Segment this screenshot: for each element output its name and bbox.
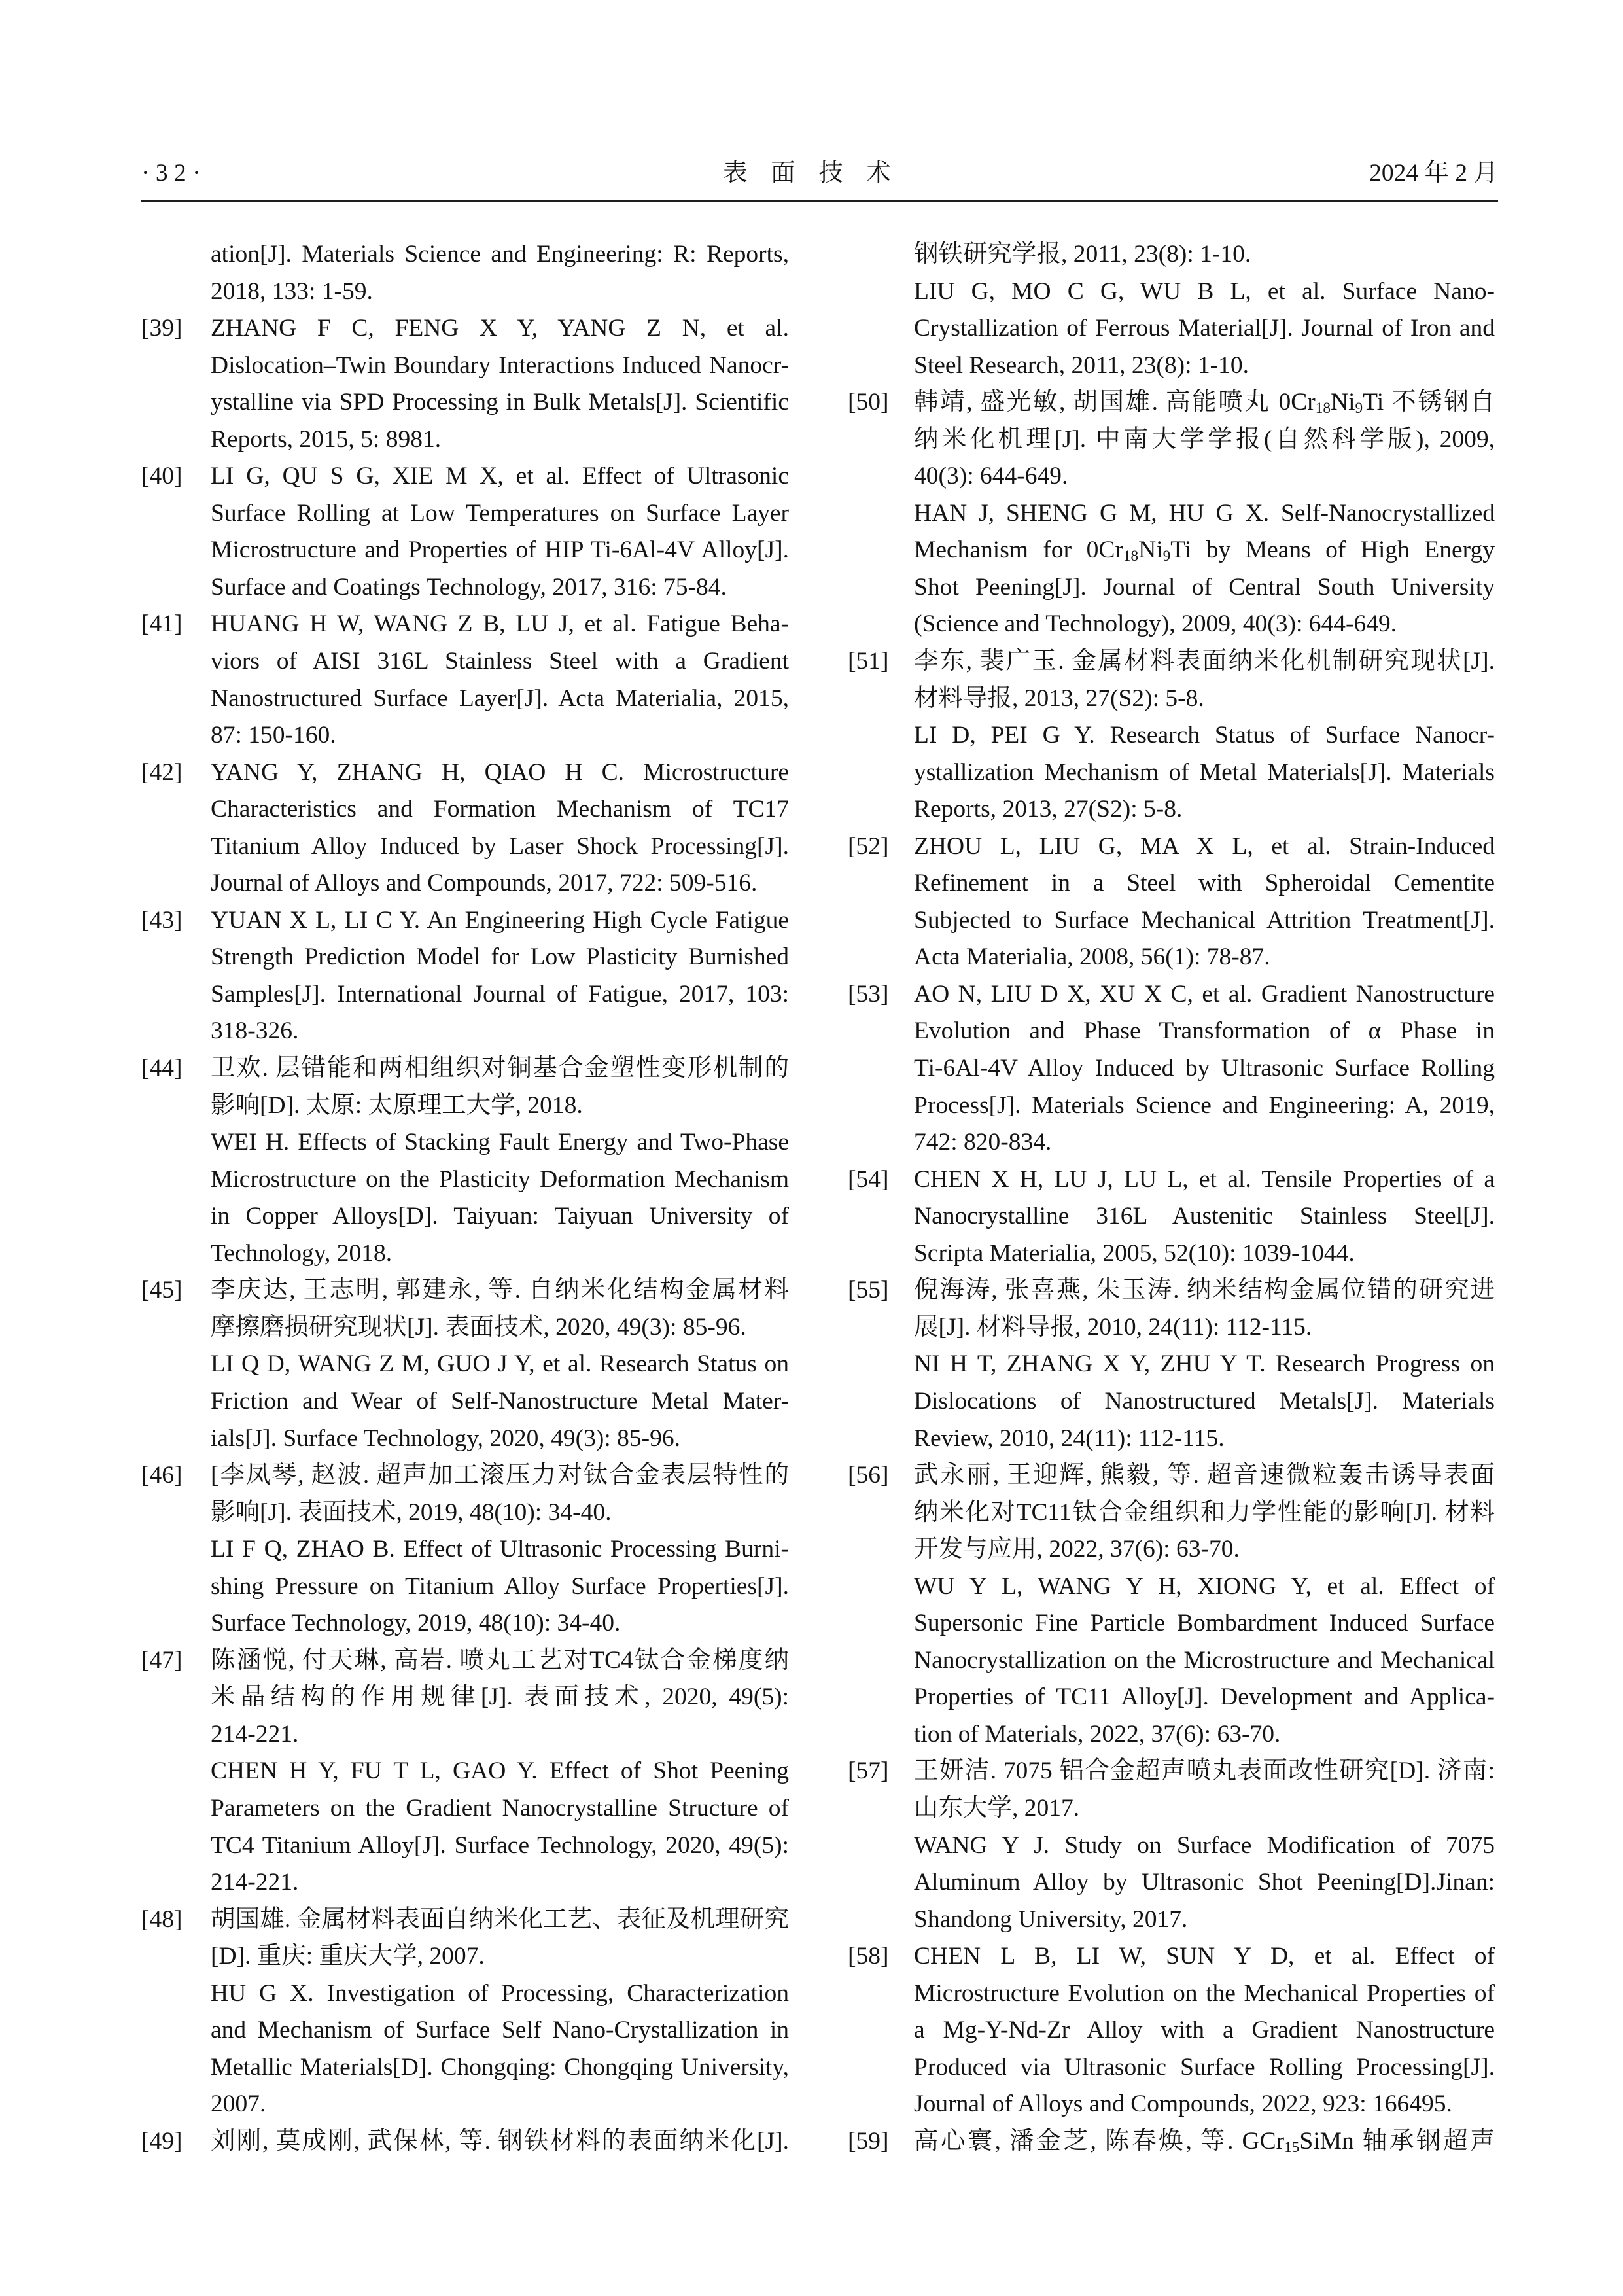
reference-text-line: YANG Y, ZHANG H, QIAO H C. Microstructure — [211, 758, 789, 786]
reference-text-line: Surface Technology, 2019, 48(10): 34-40. — [211, 1610, 621, 1637]
reference-entry-47 — [141, 1642, 789, 1901]
reference-text-line: 40(3): 644-649. — [914, 463, 1068, 490]
subscript-text: 9 — [1355, 400, 1363, 417]
reference-text-line: Microstructure and Properties of HIP Ti-6Al-4V Alloy[J]. — [211, 537, 789, 564]
reference-text-line: 纳米化机理[J]. 中南大学学报(自然科学版), 2009, — [914, 425, 1495, 453]
reference-text-line: 摩擦磨损研究现状[J]. 表面技术, 2020, 49(3): 85-96. — [211, 1313, 746, 1341]
reference-text-line: (Science and Technology), 2009, 40(3): 644-649. — [914, 610, 1397, 638]
reference-text-line: a Mg-Y-Nd-Zr Alloy with a Gradient Nanostructure — [914, 2017, 1495, 2044]
reference-text-line: and Mechanism of Surface Self Nano-Crystallization in — [211, 2017, 789, 2044]
reference-text-line: Journal of Alloys and Compounds, 2017, 722: 509-516. — [211, 870, 758, 897]
reference-number: [41] — [141, 610, 183, 638]
reference-text-line: CHEN H Y, FU T L, GAO Y. Effect of Shot Peening — [211, 1757, 789, 1785]
text-segment: SiMn 轴承钢超声 — [1299, 2127, 1495, 2155]
reference-text-line: 刘刚, 莫成刚, 武保林, 等. 钢铁材料的表面纳米化[J]. — [211, 2127, 789, 2155]
reference-text-line: LI D, PEI G Y. Research Status of Surface Nanocr- — [914, 722, 1495, 749]
reference-text-line: Friction and Wear of Self-Nanostructure Metal Mater- — [211, 1387, 789, 1415]
reference-text-line: ystallization Mechanism of Metal Materials[J]. Materials — [914, 758, 1495, 786]
reference-text-line: 钢铁研究学报, 2011, 23(8): 1-10. — [914, 241, 1251, 268]
reference-text-line: LI Q D, WANG Z M, GUO J Y, et al. Research Status on — [211, 1351, 789, 1378]
reference-text-line: 武永丽, 王迎辉, 熊毅, 等. 超音速微粒轰击诱导表面 — [914, 1462, 1495, 1489]
reference-text-line: Ti-6Al-4V Alloy Induced by Ultrasonic Surface Rolling — [914, 1055, 1495, 1082]
subscript-text: 18 — [1315, 400, 1331, 417]
reference-number: [40] — [141, 463, 183, 490]
reference-text-line: CHEN L B, LI W, SUN Y D, et al. Effect of — [914, 1943, 1495, 1970]
reference-text-line: 李东, 裴广玉. 金属材料表面纳米化机制研究现状[J]. — [914, 648, 1495, 675]
text-segment: Mechanism for 0Cr — [914, 537, 1123, 564]
reference-text-line — [914, 2123, 1495, 2161]
reference-text-line: Shandong University, 2017. — [914, 1905, 1188, 1933]
reference-text-line: 李庆达, 王志明, 郭建永, 等. 自纳米化结构金属材料 — [211, 1277, 789, 1304]
reference-text-line: LI G, QU S G, XIE M X, et al. Effect of Ultrasonic — [211, 463, 789, 490]
reference-text-line: 742: 820-834. — [914, 1129, 1052, 1156]
reference-number: [44] — [141, 1055, 183, 1082]
reference-text-line: AO N, LIU D X, XU X C, et al. Gradient Nanostructure — [914, 980, 1495, 1008]
reference-text-line: Metallic Materials[D]. Chongqing: Chongqing University, — [211, 2053, 789, 2081]
reference-text-line: Properties of TC11 Alloy[J]. Development and Applica- — [914, 1684, 1495, 1711]
reference-text-line — [914, 532, 1495, 569]
reference-text-line: viors of AISI 316L Stainless Steel with a Gradient — [211, 648, 789, 675]
reference-text-line: Evolution and Phase Transformation of α Phase in — [914, 1017, 1495, 1045]
reference-text-line: 山东大学, 2017. — [914, 1794, 1080, 1822]
reference-text-line: ystalline via SPD Processing in Bulk Metals[J]. Scientific — [211, 389, 789, 416]
reference-text-line: Surface Rolling at Low Temperatures on Surface Layer — [211, 499, 789, 527]
reference-text-line: [李凤琴, 赵波. 超声加工滚压力对钛合金表层特性的 — [211, 1462, 789, 1489]
reference-text-line: Parameters on the Gradient Nanocrystalline Structure of — [211, 1794, 789, 1822]
reference-entry-48 — [141, 1901, 789, 2123]
reference-text-line: 2007. — [211, 2091, 266, 2118]
reference-number: [39] — [141, 315, 183, 342]
reference-text-line: 87: 150-160. — [211, 722, 336, 749]
subscript-text: 18 — [1123, 548, 1139, 565]
reference-text-line: tion of Materials, 2022, 37(6): 63-70. — [914, 1720, 1281, 1748]
issue-date: 2024 年 2 月 — [1369, 160, 1498, 186]
reference-text-line: ials[J]. Surface Technology, 2020, 49(3): 85-96. — [211, 1424, 681, 1452]
reference-entry-56 — [848, 1457, 1495, 1753]
reference-number: [42] — [141, 758, 183, 786]
reference-text-line: Steel Research, 2011, 23(8): 1-10. — [914, 351, 1249, 379]
reference-entry-57 — [848, 1753, 1495, 1938]
reference-number: [59] — [848, 2127, 889, 2155]
reference-text-line: Reports, 2013, 27(S2): 5-8. — [914, 796, 1183, 823]
right-reference-column — [848, 236, 1495, 2160]
reference-text-line: LI F Q, ZHAO B. Effect of Ultrasonic Processing Burni- — [211, 1536, 789, 1563]
reference-text-line: 展[J]. 材料导报, 2010, 24(11): 112-115. — [914, 1313, 1312, 1341]
reference-text-line: HUANG H W, WANG Z B, LU J, et al. Fatigue Beha- — [211, 610, 789, 638]
reference-text-line: HU G X. Investigation of Processing, Characterization — [211, 1979, 789, 2007]
reference-text-line: 米晶结构的作用规律[J]. 表面技术, 2020, 49(5): — [211, 1684, 789, 1711]
reference-text-line: Nanostructured Surface Layer[J]. Acta Materialia, 2015, — [211, 684, 789, 712]
reference-number: [55] — [848, 1277, 889, 1304]
reference-entry-59 — [848, 2123, 1495, 2161]
reference-text-line: in Copper Alloys[D]. Taiyuan: Taiyuan University of — [211, 1203, 789, 1230]
subscript-text: 15 — [1284, 2139, 1300, 2156]
reference-text-line: 王妍洁. 7075 铝合金超声喷丸表面改性研究[D]. 济南: — [914, 1757, 1495, 1785]
reference-text-line: ZHANG F C, FENG X Y, YANG Z N, et al. — [211, 315, 789, 342]
reference-text-line: Shot Peening[J]. Journal of Central South University — [914, 573, 1495, 601]
reference-text-line: WEI H. Effects of Stacking Fault Energy and Two-Phase — [211, 1129, 789, 1156]
reference-text-line: Technology, 2018. — [211, 1239, 393, 1267]
reference-text-line: HAN J, SHENG G M, HU G X. Self-Nanocrystallized — [914, 499, 1495, 527]
reference-text-line: WU Y L, WANG Y H, XIONG Y, et al. Effect of — [914, 1572, 1495, 1600]
text-segment: 韩靖, 盛光敏, 胡国雄. 高能喷丸 0Cr — [914, 389, 1316, 416]
reference-text-line: Acta Materialia, 2008, 56(1): 78-87. — [914, 944, 1270, 971]
text-segment: 高心寰, 潘金芝, 陈春焕, 等. GCr — [914, 2127, 1285, 2155]
reference-entry-46 — [141, 1457, 789, 1642]
reference-text-line: Process[J]. Materials Science and Engineering: A, 2019, — [914, 1091, 1495, 1119]
reference-text-line: 318-326. — [211, 1017, 299, 1045]
reference-text-line: ZHOU L, LIU G, MA X L, et al. Strain-Induced — [914, 832, 1495, 860]
reference-entry-58 — [848, 1938, 1495, 2123]
reference-entry-52 — [848, 828, 1495, 976]
reference-text-line: 影响[J]. 表面技术, 2019, 48(10): 34-40. — [211, 1498, 612, 1526]
reference-text-line: Journal of Alloys and Compounds, 2022, 923: 166495. — [914, 2091, 1452, 2118]
reference-entry-51 — [848, 643, 1495, 828]
reference-text-line: Supersonic Fine Particle Bombardment Induced Surface — [914, 1610, 1495, 1637]
reference-text-line: 纳米化对TC11钛合金组织和力学性能的影响[J]. 材料 — [914, 1498, 1495, 1526]
reference-entry-40 — [141, 458, 789, 606]
reference-continuation — [211, 236, 789, 310]
reference-text-line: Crystallization of Ferrous Material[J]. Journal of Iron and — [914, 315, 1495, 342]
reference-entry-45 — [141, 1272, 789, 1457]
reference-text-line: Aluminum Alloy by Ultrasonic Shot Peening[D].Jinan: — [914, 1869, 1495, 1896]
reference-text-line: LIU G, MO C G, WU B L, et al. Surface Nano- — [914, 277, 1495, 305]
reference-text-line: 胡国雄. 金属材料表面自纳米化工艺、表征及机理研究 — [211, 1905, 789, 1933]
reference-text-line: Microstructure on the Plasticity Deformation Mechanism — [211, 1165, 789, 1193]
reference-text-line: 卫欢. 层错能和两相组织对铜基合金塑性变形机制的 — [211, 1055, 789, 1082]
text-segment: Ti by Means of High Energy — [1170, 537, 1495, 564]
reference-text-line: Reports, 2015, 5: 8981. — [211, 425, 442, 453]
reference-entry-54 — [848, 1161, 1495, 1273]
reference-entry-39 — [141, 310, 789, 458]
reference-number: [47] — [141, 1646, 183, 1674]
reference-entry-50 — [848, 384, 1495, 643]
reference-text-line: WANG Y J. Study on Surface Modification of 7075 — [914, 1831, 1495, 1859]
reference-text-line: TC4 Titanium Alloy[J]. Surface Technology, 2020, 49(5): — [211, 1831, 789, 1859]
text-segment: Ni — [1138, 537, 1163, 564]
subscript-text: 9 — [1162, 548, 1171, 565]
reference-number: [56] — [848, 1462, 889, 1489]
reference-number: [46] — [141, 1462, 183, 1489]
reference-number: [48] — [141, 1905, 183, 1933]
reference-text-line: ation[J]. Materials Science and Engineering: R: Reports, — [211, 241, 789, 268]
reference-entry-43 — [141, 902, 789, 1050]
reference-text-line: Nanocrystallization on the Microstructure and Mechanical — [914, 1646, 1495, 1674]
reference-text-line: Titanium Alloy Induced by Laser Shock Processing[J]. — [211, 832, 789, 860]
reference-text-line: 影响[D]. 太原: 太原理工大学, 2018. — [211, 1091, 583, 1119]
reference-text-line: Samples[J]. International Journal of Fatigue, 2017, 103: — [211, 980, 789, 1008]
reference-text-line: Characteristics and Formation Mechanism of TC17 — [211, 796, 789, 823]
reference-text-line: Refinement in a Steel with Spheroidal Cementite — [914, 870, 1495, 897]
reference-entry-55 — [848, 1272, 1495, 1457]
reference-number: [43] — [141, 906, 183, 934]
reference-number: [57] — [848, 1757, 889, 1785]
reference-text-line: 材料导报, 2013, 27(S2): 5-8. — [914, 684, 1204, 712]
reference-text-line: YUAN X L, LI C Y. An Engineering High Cycle Fatigue — [211, 906, 789, 934]
reference-number: [58] — [848, 1943, 889, 1970]
reference-text-line: Scripta Materialia, 2005, 52(10): 1039-1044. — [914, 1239, 1355, 1267]
reference-entry-53 — [848, 976, 1495, 1161]
reference-number: [54] — [848, 1165, 889, 1193]
reference-text-line — [914, 384, 1495, 421]
reference-text-line: Nanocrystalline 316L Austenitic Stainless Steel[J]. — [914, 1203, 1495, 1230]
text-segment: Ni — [1331, 389, 1355, 416]
reference-entry-49 — [141, 2123, 789, 2161]
header-rule — [141, 200, 1498, 202]
reference-text-line: Microstructure Evolution on the Mechanical Properties of — [914, 1979, 1495, 2007]
reference-text-line: Strength Prediction Model for Low Plasticity Burnished — [211, 944, 789, 971]
page-number: ·32· — [141, 160, 207, 186]
reference-text-line: Dislocation–Twin Boundary Interactions Induced Nanocr- — [211, 351, 789, 379]
reference-number: [53] — [848, 980, 889, 1008]
reference-text-line: CHEN X H, LU J, LU L, et al. Tensile Properties of a — [914, 1165, 1495, 1193]
reference-text-line: Produced via Ultrasonic Surface Rolling Processing[J]. — [914, 2053, 1495, 2081]
text-segment: Ti 不锈钢自 — [1363, 389, 1495, 416]
reference-text-line: [D]. 重庆: 重庆大学, 2007. — [211, 1943, 485, 1970]
reference-number: [45] — [141, 1277, 183, 1304]
reference-number: [51] — [848, 648, 889, 675]
reference-entry-41 — [141, 606, 789, 754]
reference-number: [50] — [848, 389, 889, 416]
reference-entry-42 — [141, 754, 789, 902]
reference-number: [52] — [848, 832, 889, 860]
reference-text-line: 214-221. — [211, 1720, 299, 1748]
left-reference-column — [141, 236, 789, 2160]
reference-text-line: NI H T, ZHANG X Y, ZHU Y T. Research Progress on — [914, 1351, 1495, 1378]
reference-text-line: Review, 2010, 24(11): 112-115. — [914, 1424, 1225, 1452]
reference-text-line: shing Pressure on Titanium Alloy Surface Properties[J]. — [211, 1572, 789, 1600]
reference-text-line: 开发与应用, 2022, 37(6): 63-70. — [914, 1536, 1240, 1563]
reference-text-line: 2018, 133: 1-59. — [211, 277, 373, 305]
reference-text-line: 陈涵悦, 付天琳, 高岩. 喷丸工艺对TC4钛合金梯度纳 — [211, 1646, 789, 1674]
reference-entry-44 — [141, 1050, 789, 1272]
reference-text-line: Surface and Coatings Technology, 2017, 316: 75-84. — [211, 573, 727, 601]
reference-text-line: 214-221. — [211, 1869, 299, 1896]
reference-text-line: Subjected to Surface Mechanical Attrition Treatment[J]. — [914, 906, 1495, 934]
reference-text-line: Dislocations of Nanostructured Metals[J]. Materials — [914, 1387, 1495, 1415]
journal-title: 表 面 技 术 — [723, 160, 899, 186]
reference-number: [49] — [141, 2127, 183, 2155]
reference-text-line: 倪海涛, 张喜燕, 朱玉涛. 纳米结构金属位错的研究进 — [914, 1277, 1495, 1304]
reference-continuation — [914, 236, 1495, 384]
